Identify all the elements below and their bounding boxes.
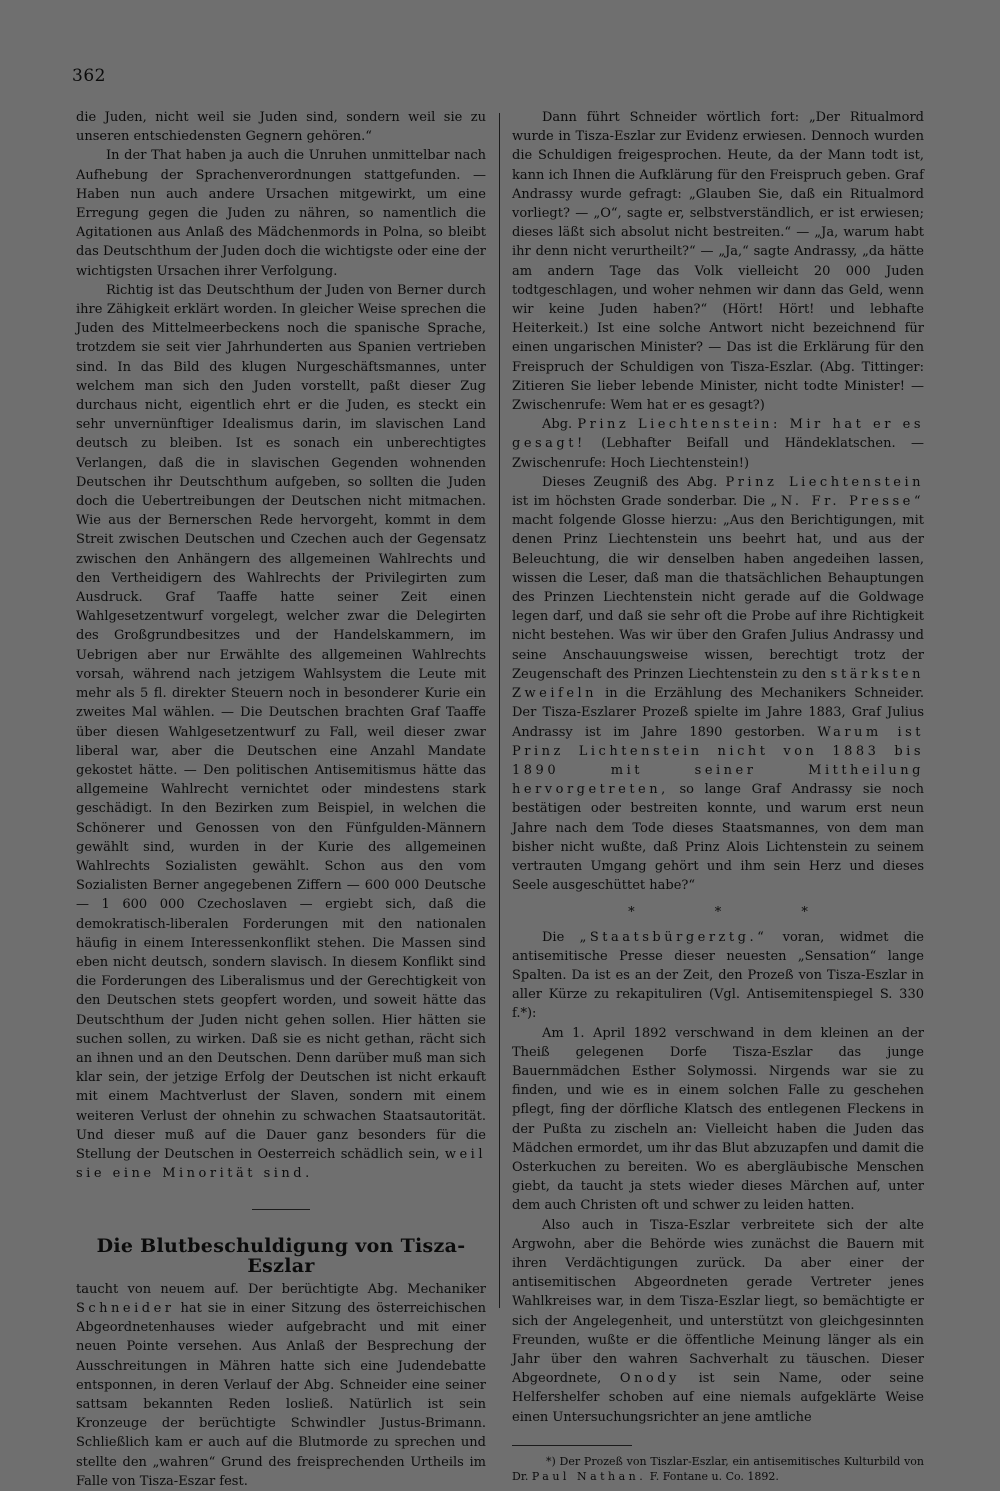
spaced-emphasis: Schneider <box>76 1300 175 1316</box>
spaced-emphasis: Paul Nathan. <box>531 1470 647 1484</box>
section-heading: Die Blutbeschuldigung von Tisza-Eszlar <box>96 1235 466 1277</box>
page-number: 362 <box>72 66 106 86</box>
paragraph: Am 1. April 1892 verschwand in dem kleinen an der Theiß gelegenen Dorfe Tisza-Eszlar das junge Bauernmädchen Esther Solymossi. Nirgends war sie zu finden, und wie es in einem solchen Falle zu geschehen pflegt, fing der dörfliche Klatsch des entlegenen Fleckens in der Pußta zu zischeln an: Vielleicht haben die Juden das Mädchen ermordet, um ihr das Blut abzuzapfen und damit die Osterkuchen zu bereiten. Wo es abergläubische Menschen giebt, da taucht ja stets wieder dieses Märchen auf, unter dem auch Christen oft und schwer zu leiden hatten. <box>512 1025 924 1214</box>
section-separator <box>252 1209 310 1210</box>
paragraph-text: (Lebhafter Beifall und Händeklatschen. — Zwischenrufe: Hoch Liechtenstein!) <box>512 436 925 471</box>
spaced-emphasis: weil sie eine Minorität sind. <box>76 1146 486 1182</box>
paragraph-text: Also auch in Tisza-Eszlar verbreitete sich der alte Argwohn, aber die Behörde wies zunächst die Bauern mit ihren Verdächtigungen zurück. Da aber einer der antisemitischen Abgeordneten gerade Vertreter jenes Wahlkreises war, in dem Tisza-Eszlar liegt, so bemächtigte er sich der Angelegenheit, und unterstützt von gleichgesinnten Freunden, wußte er die öffentliche Meinung länger als ein Jahr über den wahren Sachverhalt zu täuschen. Dieser Abgeordnete, <box>512 1217 924 1387</box>
paragraph <box>512 415 924 473</box>
paragraph-text: ist sein Name, oder seine Helfershelfer schoben auf eine niemals aufgeklärte Weise einen Untersuchungsrichter an jene amtliche <box>512 1371 925 1425</box>
paragraph-text: voran, widmet die antisemitische Presse dieser neuesten „Sensation“ lange Spalten. Da ist es an der Zeit, den Prozeß von Tisza-Eszlar in aller Kürze zu rekapituliren (Vgl. Antisemitenspiegel S. 330 f.*): <box>512 929 924 1022</box>
footnote <box>512 1454 924 1485</box>
paragraph-text: in die Erzählung des Mechanikers Schneider. Der Tisza-Eszlarer Prozeß spielte im Jahre 1883, Graf Julius Andrassy ist im Jahre 1890 gestorben. <box>512 686 924 740</box>
spaced-emphasis: „N. Fr. Presse“ <box>770 494 924 510</box>
spaced-emphasis: Prinz Liechtenstein <box>725 474 924 490</box>
footnote-text: F. Fontane u. Co. 1892. <box>649 1470 779 1484</box>
footnote-rule <box>512 1445 632 1446</box>
spaced-emphasis: Warum ist Prinz Lichtenstein nicht von 1883 bis 1890 mit seiner Mittheilung hervorgetreten, <box>512 724 925 798</box>
paragraph <box>512 1216 924 1427</box>
paragraph-text: macht folgende Glosse hierzu: „Aus den Berichtigungen, mit denen Prinz Liechtenstein uns beehrt hat, und aus der Beleuchtung, die wir denselben haben angedeihen lassen, wissen die Leser, daß man die thatsächlichen Behauptungen des Prinzen Liechtenstein nicht gerade auf die Goldwage legen darf, und daß sie sehr oft die Probe auf ihre Richtigkeit nicht bestehen. Was wir über den Grafen Julius Andrassy und seine Anschauungsweise wissen, berechtigt trotz der Zeugenschaft des Prinzen Liechtenstein zu den <box>512 513 924 682</box>
paragraph <box>76 1280 486 1491</box>
paragraph: In der That haben ja auch die Unruhen unmittelbar nach Aufhebung der Sprachenverordnungen stattgefunden. — Haben nun auch andere Ursachen mitgewirkt, um eine Erregung gegen die Juden zu nähren, so namentlich die Agitationen aus Anlaß des Mädchenmords in Polna, so bleibt das Deutschthum der Juden doch die wichtigste oder eine der wichtigsten Ursachen ihrer Verfolgung. <box>76 148 486 279</box>
spaced-emphasis: „Staatsbürgerztg.“ <box>579 929 768 945</box>
left-column <box>76 108 486 1491</box>
footnote-text: *) Der Prozeß von Tiszlar-Eszlar, ein antisemitisches Kulturbild von Dr. <box>512 1454 924 1484</box>
paragraph-text: taucht von neuem auf. Der berüchtigte Abg. Mechaniker <box>76 1281 486 1297</box>
column-divider <box>499 113 500 1308</box>
paragraph <box>512 928 924 1024</box>
paragraph: die Juden, nicht weil sie Juden sind, sondern weil sie zu unseren entschiedensten Gegnern gehören.“ <box>76 110 486 145</box>
paragraph-text: so lange Graf Andrassy sie noch bestätigen oder bestreiten konnte, und warum erst neun Jahre nach dem Tode dieses Staatsmannes, von dem man bisher nicht wußte, daß Prinz Alois Lichtenstein zu seinem vertrauten Umgang gehört und ihm sein Herz und dieses Seele ausgeschüttet habe?“ <box>512 782 924 894</box>
spaced-emphasis: Prinz Liechtenstein: Mir hat er es gesagt! <box>512 417 924 452</box>
paragraph <box>512 473 924 895</box>
asterism: * * * <box>628 905 846 921</box>
paragraph-text: ist im höchsten Grade sonderbar. Die <box>512 494 766 510</box>
paragraph <box>76 281 486 1184</box>
paragraph-text: Die <box>542 929 565 945</box>
spaced-emphasis: Onody <box>619 1371 680 1387</box>
paragraph-text: Richtig ist das Deutschthum der Juden von Berner durch ihre Zähigkeit erklärt worden. In gleicher Weise sprechen die Juden des Mittelmeerbeckens noch die spanische Sprache, trotzdem sie seit vier Jahrhunderten aus Spanien vertrieben sind. In das Bild des klugen Nurgeschäftsmannes, unter welchem man sich den Juden vorstellt, paßt dieser Zug durchaus nicht, eigentlich ehrt er die Juden, es steckt ein sehr unvernünftiger Idealismus darin, im slavischen Land deutsch zu bleiben. Ist es sonach ein unberechtigtes Verlangen, daß die in slavischen Gegenden wohnenden Deutschen ihr Deutschthum aufgeben, so sollten die Juden doch die Uebertreibungen der Deutschen nicht mitmachen. Wie aus der Bernerschen Rede hervorgeht, kommt in dem Streit zwischen Deutschen und Czechen auch der Gegensatz zwischen den Anhängern des allgemeinen Wahlrechts und den Vertheidigern des Wahlrechts der Privilegirten zum Ausdruck. Graf Taaffe hatte seiner Zeit einen Wahlgesetzentwurf vorgelegt, welcher zwar die Delegirten des Großgrundbesitzes und der Handelskammern, im Uebrigen aber nur Erwählte des allgemeinen Wahlrechts vorsah, während nach jetzigem Wahlsystem die Leute mit mehr als 5 fl. direkter Steuern noch in besonderer Kurie ein zweites Mal wählen. — Die Deutschen brachten Graf Taaffe über diesen Wahlgesetzentwurf zu Fall, weil dieser zwar liberal war, aber die Deutschen eine Anzahl Mandate gekostet hätte. — Den politischen Antisemitismus hätte das allgemeine Wahlrecht vernichtet oder mindestens stark geschädigt. In den Bezirken zum Beispiel, in welchen die Schönerer und Genossen von den Fünfgulden-Männern gewählt sind, wurden in der Kurie des allgemeinen Wahlrechts Sozialisten gewählt. Schon aus den vom Sozialisten Berner angegebenen Ziffern — 600 000 Deutsche — 1 600 000 Czechoslaven — ergiebt sich, daß die demokratisch-liberalen Forderungen mit den nationalen häufig in einem Interessenkonflikt stehen. Die Massen sind eben nicht deutsch, sondern slavisch. In diesem Konflikt sind die Forderungen des Liberalismus und der Gerechtigkeit von den Deutschen stets geopfert worden, und soweit hätte das Deutschthum der Juden nicht gehen sollen. Hier hätten sie suchen sollen, zu wirken. Daß sie es nicht gethan, rächt sich an ihnen und an den Deutschen. Denn darüber muß man sich klar sein, der jetzige Erfolg der Deutschen ist nicht erkauft mit einem Machtverlust der Slaven, sondern mit einem weiteren Verlust der ohnehin zu schwachen Staatsautorität. Und dieser muß auf die Dauer ganz besonders für die Stellung der Deutschen in Oesterreich schädlich sein, <box>76 282 486 1162</box>
right-column <box>512 108 924 1485</box>
paragraph-text: Dieses Zeugniß des Abg. <box>542 474 718 490</box>
paragraph-text: Abg. <box>542 417 573 433</box>
paragraph: Dann führt Schneider wörtlich fort: „Der Ritualmord wurde in Tisza-Eszlar zur Evidenz erwiesen. Dennoch wurden die Schuldigen freigesprochen. Heute, da der Mann todt ist, kann ich Ihnen die Aufklärung für den Freispruch geben. Graf Andrassy wurde gefragt: „Glauben Sie, daß ein Ritualmord vorliegt? — „O“, sagte er, selbstverständlich, er ist erwiesen; dieses läßt sich absolut nicht bestreiten.“ — „Ja, warum habt ihr denn nicht verurtheilt?“ — „Ja,“ sagte Andrassy, „da hätte am andern Tage das Volk vielleicht 20 000 Juden todtgeschlagen, und woher nehmen wir dann das Geld, wenn wir keine Juden haben?“ (Hört! Hört! und lebhafte Heiterkeit.) Ist eine solche Antwort nicht bezeichnend für einen ungarischen Minister? — Das ist die Erklärung für den Freispruch der Schuldigen von Tisza-Eszlar. (Abg. Tittinger: Zitieren Sie lieber lebende Minister, nicht todte Minister! — Zwischenrufe: Wem hat er es gesagt?) <box>512 110 924 414</box>
paragraph-text: hat sie in einer Sitzung des österreichischen Abgeordnetenhauses wieder aufgebracht und mit einer neuen Pointe versehen. Aus Anlaß der Besprechung der Ausschreitungen in Mähren hatte sich eine Judendebatte entsponnen, in deren Verlauf der Abg. Schneider eine seiner sattsam bekannten Reden losließ. Natürlich ist sein Kronzeuge der berüchtigte Schwindler Justus-Brimann. Schließlich kam er auch auf die Blutmorde zu sprechen und stellte den „wahren“ Grund des freisprechenden Urtheils im Falle von Tisza-Eszar fest. <box>76 1300 486 1489</box>
spaced-emphasis: stärksten Zweifeln <box>512 666 924 702</box>
